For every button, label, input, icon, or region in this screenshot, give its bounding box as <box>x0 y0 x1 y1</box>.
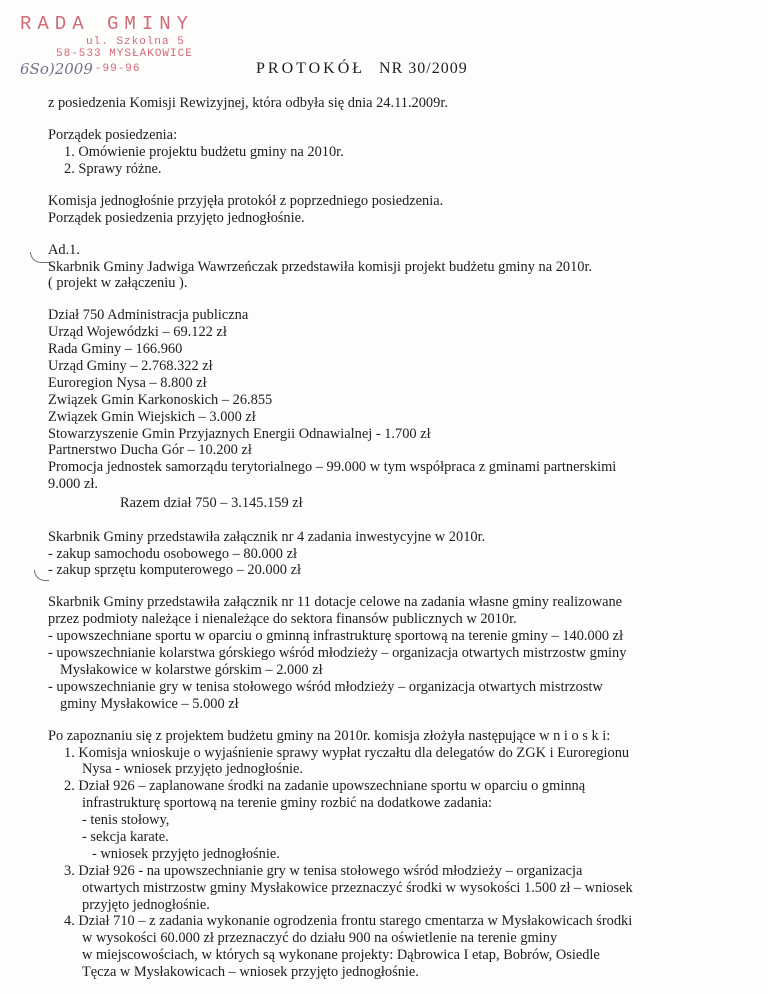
paragraph-line: Po zapoznaniu się z projektem budżetu gminy na 2010r. komisja złożyła następujące w n i o s k i: <box>48 727 611 744</box>
motion-subitem: - wniosek przyjęto jednogłośnie. <box>92 845 280 862</box>
stamp-phone-tail: -99-96 <box>94 63 141 76</box>
motion-item-cont: w miejscowościach, w których są wykonane projekty: Dąbrowica I etap, Bobrów, Osiedle <box>82 947 600 964</box>
motion-item: 2. Dział 926 – zaplanowane środki na zadanie upowszechniane sportu w oparciu o gminną <box>64 778 586 795</box>
motion-subitem: - sekcja karate. <box>82 828 169 845</box>
budget-total: Razem dział 750 – 3.145.159 zł <box>120 494 303 511</box>
paragraph-line: Porządek posiedzenia przyjęto jednogłośnie. <box>48 209 305 226</box>
motion-item: 4. Dział 710 – z zadania wykonanie ogrodzenia frontu starego cmentarza w Mysłakowicach środki <box>64 913 633 930</box>
grant-item-cont: Mysłakowice w kolarstwe górskim – 2.000 zł <box>60 661 323 678</box>
budget-item: Promocja jednostek samorządu terytorialnego – 99.000 w tym współpraca z gminami partnerskimi <box>48 459 617 476</box>
grant-item: - upowszechniane sportu w oparciu o gminną infrastrukturę sportową na terenie gminy – 140.000 zł <box>48 628 624 645</box>
budget-item: Stowarzyszenie Gmin Przyjaznych Energii Odnawialnej - 1.700 zł <box>48 425 431 442</box>
motion-item-cont: infrastrukturę sportową na terenie gminy rozbić na dodatkowe zadania: <box>82 795 492 812</box>
grant-item-cont: gminy Mysłakowice – 5.000 zł <box>60 695 239 712</box>
margin-pen-mark <box>34 570 49 581</box>
motion-item-cont: Nysa - wniosek przyjęto jednogłośnie. <box>82 761 304 778</box>
motion-item: 1. Komisja wnioskuje o wyjaśnienie sprawy wypłat ryczałtu dla delegatów do ZGK i Euroregionu <box>64 744 630 761</box>
budget-heading: Dział 750 Administracja publiczna <box>48 307 249 324</box>
grant-item: - upowszechnianie gry w tenisa stołowego wśród młodzieży – organizacja otwartych mistrzostw <box>48 678 603 695</box>
motion-item: 3. Dział 926 - na upowszechnianie gry w tenisa stołowego wśród młodzieży – organizacja <box>64 862 583 879</box>
motion-item-cont: przyjęto jednogłośnie. <box>82 896 210 913</box>
agenda-item: 2. Sprawy różne. <box>64 160 162 177</box>
office-stamp <box>20 14 220 78</box>
agenda-heading: Porządek posiedzenia: <box>48 127 178 143</box>
grant-item: - upowszechnianie kolarstwa górskiego wśród młodzieży – organizacja otwartych mistrzostw gminy <box>48 645 627 661</box>
meeting-intro: z posiedzenia Komisji Rewizyjnej, która odbyła się dnia 24.11.2009r. <box>48 95 448 111</box>
paragraph-line: Skarbnik Gminy przedstawiła załącznik nr 11 dotacje celowe na zadania własne gminy realizowane <box>48 594 623 611</box>
budget-item: Urząd Wojewódzki – 69.122 zł <box>48 324 227 341</box>
paragraph-line: ( projekt w załączeniu ). <box>48 275 188 292</box>
stamp-name: RADA GMINY <box>20 13 195 35</box>
motion-item-cont: w wysokości 60.000 zł przeznaczyć do działu 900 na oświetlenie na terenie gminy <box>82 930 558 947</box>
budget-item: Związek Gmin Karkonoskich – 26.855 <box>48 391 273 408</box>
paragraph-line: Komisja jednogłośnie przyjęła protokół z poprzedniego posiedzenia. <box>48 192 444 209</box>
stamp-phone-handwritten: 6So)2009 <box>20 60 93 79</box>
title-number: NR 30/2009 <box>379 60 468 77</box>
paragraph-line: przez podmioty należące i nienależące do sektora finansów publicznych w 2010r. <box>48 611 517 628</box>
title-protokol: PROTOKÓŁ <box>256 60 366 77</box>
document-title <box>256 60 468 78</box>
section-heading: Ad.1. <box>48 241 80 258</box>
agenda-item: 1. Omówienie projektu budżetu gminy na 2010r. <box>64 143 344 160</box>
stamp-city: 58-533 MYSŁAKOWICE <box>56 48 193 61</box>
motion-subitem: - tenis stołowy, <box>82 812 170 829</box>
paragraph-line: Skarbnik Gminy Jadwiga Wawrzeńczak przedstawiła komisji projekt budżetu gminy na 2010r. <box>48 258 593 275</box>
budget-item: 9.000 zł. <box>48 476 98 493</box>
motion-item-cont: otwartych mistrzostw gminy Mysłakowice przeznaczyć środki w wysokości 1.500 zł – wniosek <box>82 879 633 896</box>
budget-item: Rada Gminy – 166.960 <box>48 341 183 358</box>
budget-item: Partnerstwo Ducha Gór – 10.200 zł <box>48 442 252 459</box>
paragraph-line: Skarbnik Gminy przedstawiła załącznik nr 4 zadania inwestycyjne w 2010r. <box>48 528 486 545</box>
budget-item: Euroregion Nysa – 8.800 zł <box>48 374 207 391</box>
stamp-phone <box>20 61 220 78</box>
budget-item: Związek Gmin Wiejskich – 3.000 zł <box>48 408 256 425</box>
stamp-street: ul. Szkolna 5 <box>86 35 185 48</box>
investment-item: - zakup samochodu osobowego – 80.000 zł <box>48 545 297 562</box>
investment-item: - zakup sprzętu komputerowego – 20.000 zł <box>48 562 301 579</box>
budget-item: Urząd Gminy – 2.768.322 zł <box>48 358 213 374</box>
motion-item-cont: Tęcza w Mysłakowicach – wniosek przyjęto jednogłośnie. <box>82 964 419 980</box>
